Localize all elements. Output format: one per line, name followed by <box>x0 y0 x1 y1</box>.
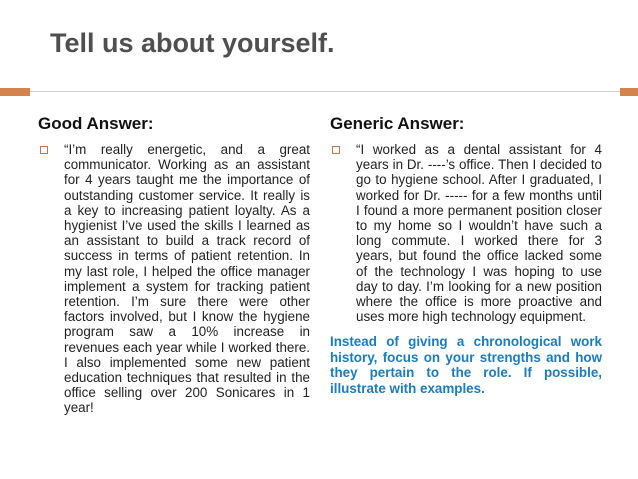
generic-answer-column <box>330 114 602 396</box>
generic-answer-heading: Generic Answer: <box>330 114 465 133</box>
slide-title: Tell us about yourself. <box>50 28 335 58</box>
title-rule-accent-left <box>0 88 30 96</box>
title-rule-line <box>30 91 620 92</box>
advice-note: Instead of giving a chronological work history, focus on your strengths and how they pertain to the role. If possible, illustrate with examples. <box>330 334 602 396</box>
generic-answer-text: “I worked as a dental assistant for 4 years in Dr. ----’s office. Then I decided to go to hygiene school. After I graduated, I worked for Dr. ----- for a few months until I found a more permanent position closer to my home so I wouldn’t have such a long commute. I worked there for 3 years, but found the office lacked some of the technology I was hoping to use day to day. I’m looking for a new position where the office is more proactive and uses more high technology equipment. <box>356 142 602 325</box>
generic-answer-bullet <box>330 142 602 324</box>
good-answer-column <box>38 114 310 416</box>
square-bullet-icon <box>40 146 48 154</box>
square-bullet-icon <box>332 146 340 154</box>
title-rule-accent-right <box>620 88 638 96</box>
good-answer-bullet <box>38 142 310 416</box>
good-answer-text: “I’m really energetic, and a great communicator. Working as an assistant for 4 years taught me the importance of outstanding customer service. It really is a key to increasing patient loyalty. As a hygienist I’ve used the skills I learned as an assistant to build a track record of success in terms of patient retention. In my last role, I helped the office manager implement a system for tracking patient retention. I’m sure there were other factors involved, but I know the hygiene program saw a 10% increase in revenues each year while I worked there. I also implemented some new patient education techniques that resulted in the office selling over 200 Sonicares in 1 year! <box>64 142 310 416</box>
good-answer-heading: Good Answer: <box>38 114 154 133</box>
